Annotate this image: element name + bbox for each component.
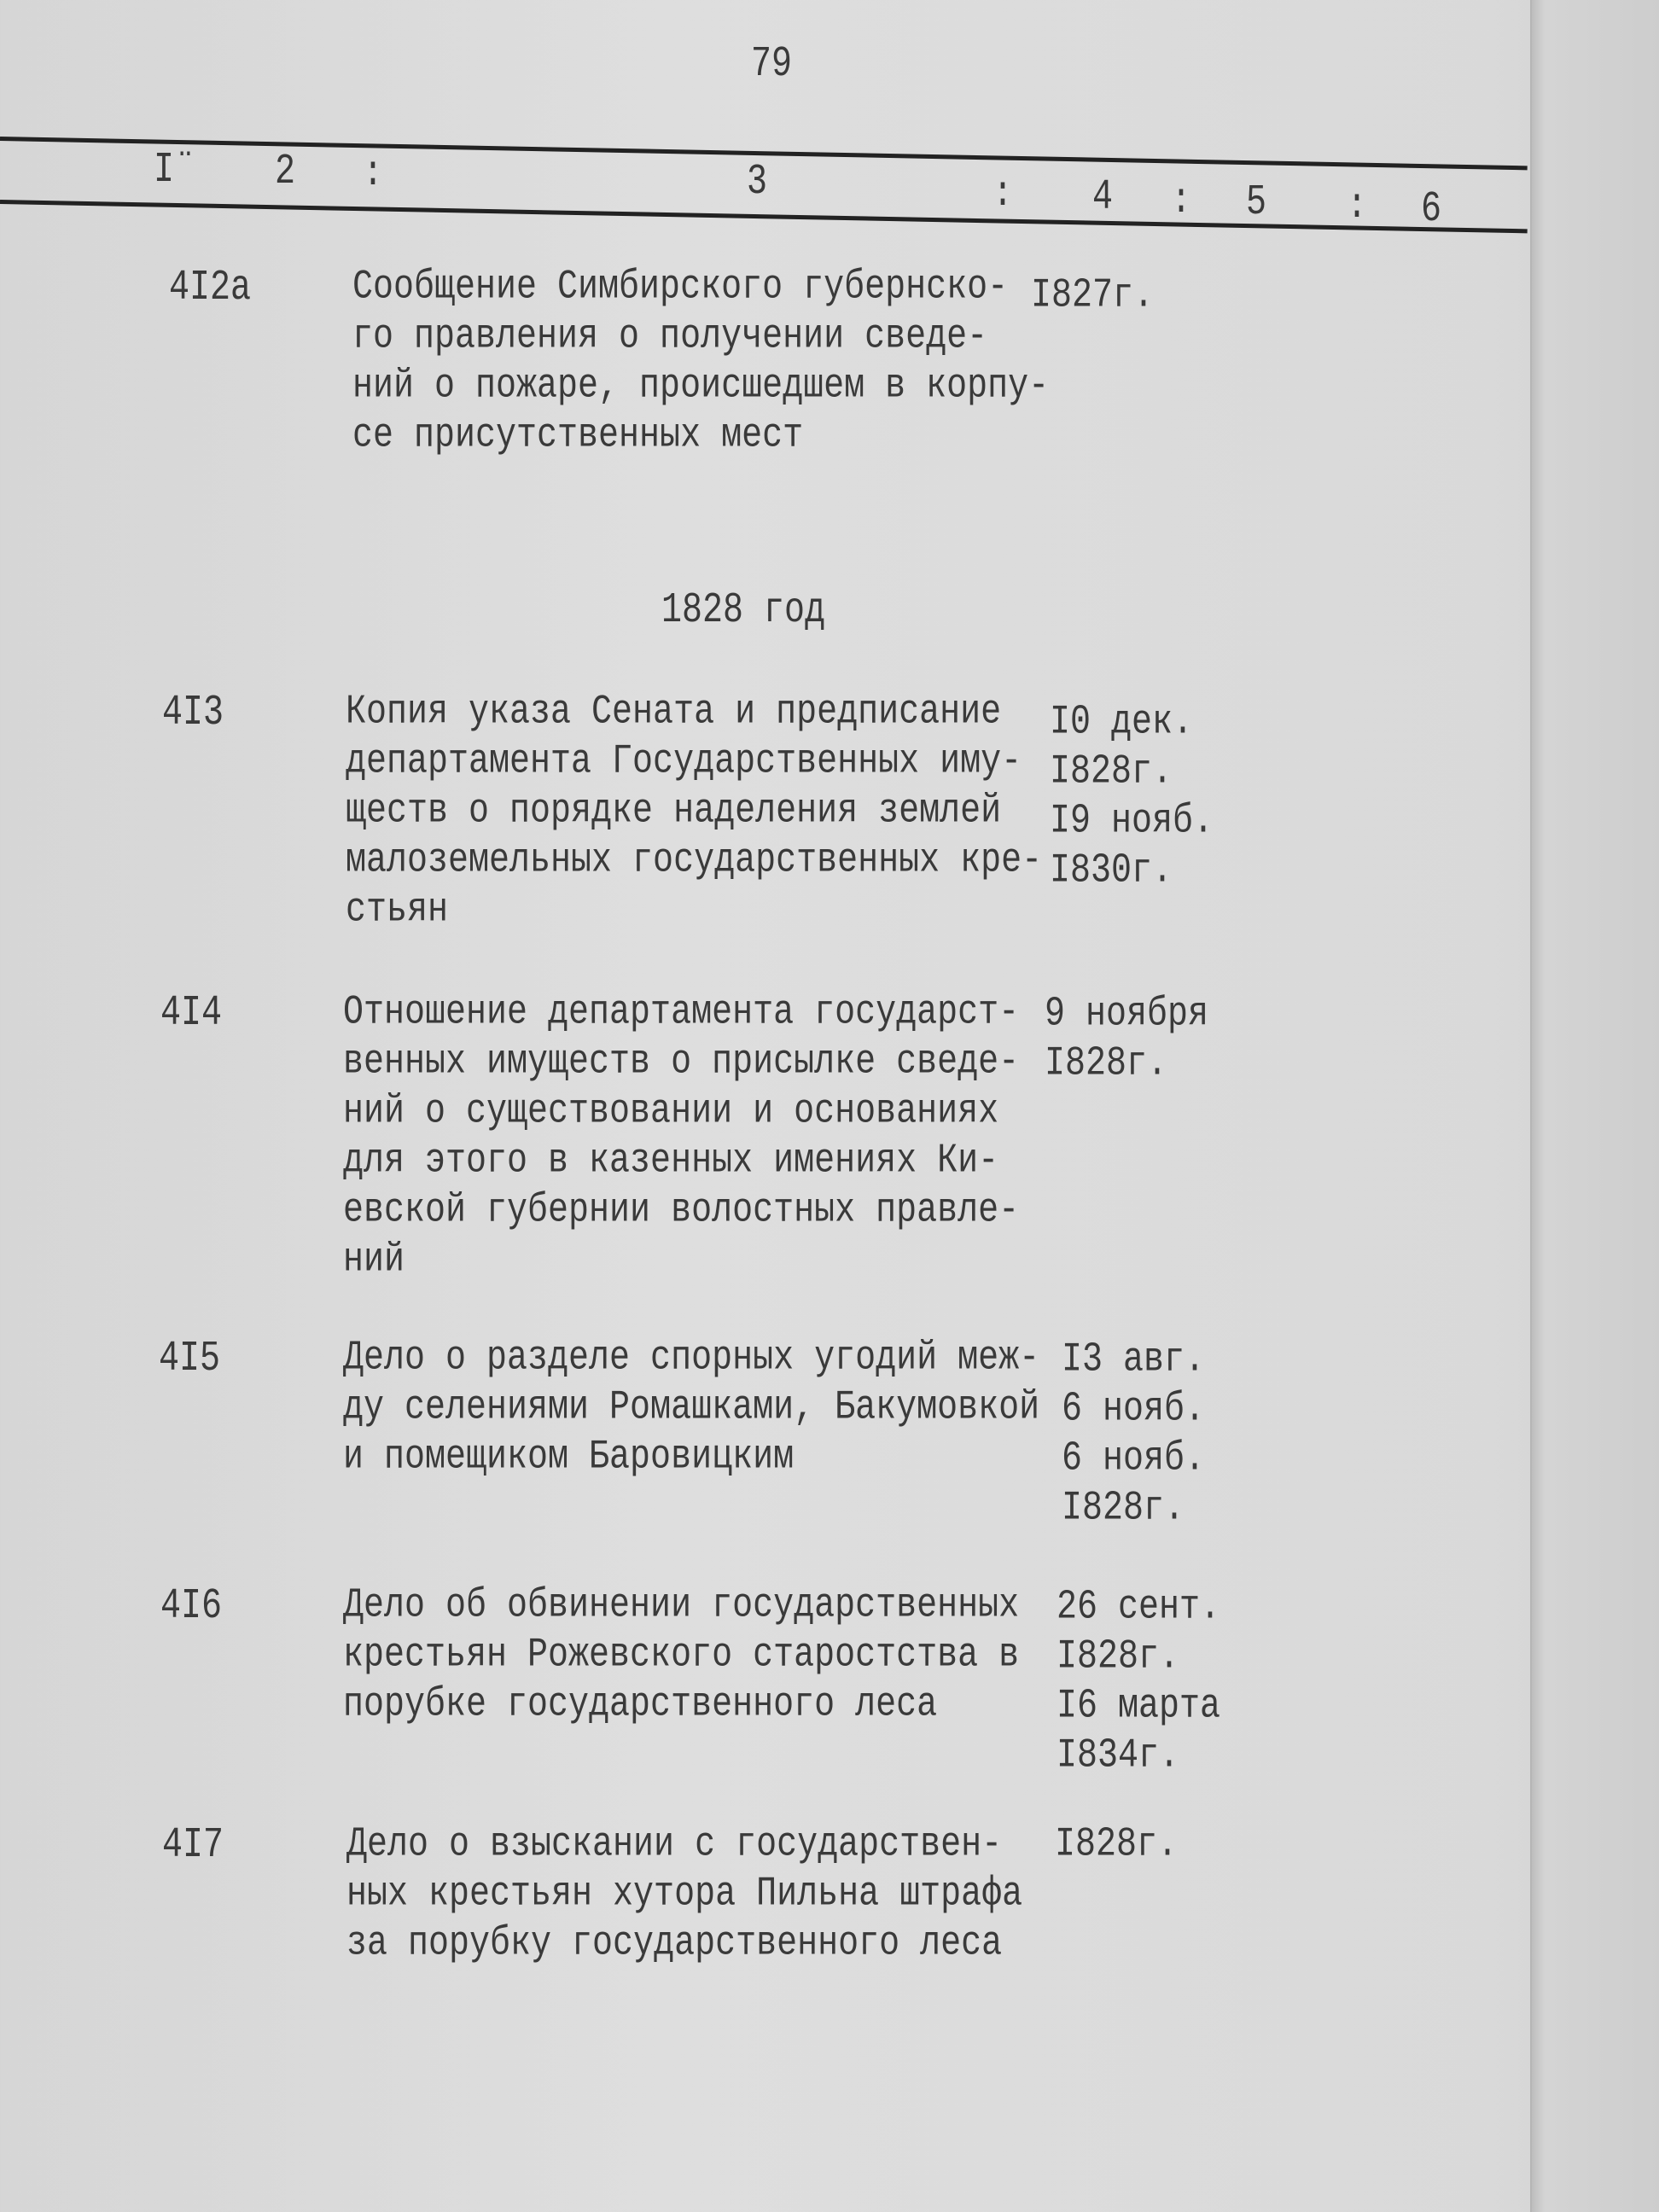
description-line: ний о пожаре, происшедшем в корпу- bbox=[352, 364, 1050, 410]
column-separator-mark: ¨ bbox=[175, 147, 196, 195]
description-line: Дело об обвинении государственных bbox=[343, 1583, 1020, 1629]
column-header-5: 5 bbox=[1246, 179, 1267, 228]
description-line: ний о существовании и основаниях bbox=[343, 1089, 999, 1135]
record-number: 4I4 bbox=[160, 990, 223, 1039]
description-line: го правления о получении сведе- bbox=[352, 314, 988, 360]
record-number: 4I7 bbox=[162, 1822, 224, 1871]
description-line: Отношение департамента государст- bbox=[343, 990, 1020, 1036]
date-line: I834г. bbox=[1057, 1733, 1180, 1779]
date-line: I827г. bbox=[1031, 273, 1155, 319]
year-heading: 1828 год bbox=[661, 587, 826, 636]
date-line: I828г. bbox=[1057, 1634, 1180, 1680]
date-line: I830г. bbox=[1050, 848, 1173, 894]
record-description bbox=[346, 1822, 1022, 1970]
record-dates bbox=[1031, 273, 1154, 323]
paper-edge bbox=[1530, 0, 1659, 2212]
description-line: крестьян Рожевского старостства в bbox=[343, 1633, 1020, 1679]
date-line: I828г. bbox=[1055, 1822, 1179, 1868]
record-dates bbox=[1055, 1822, 1178, 1871]
record-description bbox=[346, 690, 1042, 937]
record-dates bbox=[1050, 700, 1214, 898]
description-line: для этого в казенных имениях Ки- bbox=[343, 1138, 999, 1185]
description-line: порубке государственного леса bbox=[343, 1682, 938, 1728]
record-number: 4I5 bbox=[159, 1336, 221, 1384]
description-line: и помещиком Баровицким bbox=[343, 1435, 795, 1481]
description-line: Сообщение Симбирского губернско- bbox=[352, 265, 1009, 311]
record-dates bbox=[1045, 992, 1208, 1091]
date-line: I828г. bbox=[1050, 749, 1173, 795]
record-number: 4I2a bbox=[169, 265, 252, 313]
column-separator: : bbox=[1171, 178, 1192, 226]
date-line: 9 ноября bbox=[1045, 992, 1209, 1038]
date-line: I0 дек. bbox=[1050, 700, 1194, 746]
description-line: за порубку государственного леса bbox=[346, 1921, 1003, 1967]
description-line: ду селениями Ромашками, Бакумовкой bbox=[343, 1385, 1040, 1431]
record-description bbox=[343, 990, 1019, 1287]
column-header-4: 4 bbox=[1092, 174, 1114, 223]
description-line: венных имуществ о присылке сведе- bbox=[343, 1039, 1020, 1086]
date-line: I9 нояб. bbox=[1050, 799, 1214, 845]
column-header-3: 3 bbox=[747, 159, 768, 207]
record-description bbox=[352, 265, 1049, 463]
description-line: стьян bbox=[346, 888, 449, 934]
description-line: ний bbox=[343, 1237, 405, 1284]
column-separator: : bbox=[363, 150, 384, 199]
record-description bbox=[343, 1336, 1039, 1484]
date-line: I828г. bbox=[1045, 1041, 1168, 1087]
date-line: 26 сент. bbox=[1057, 1585, 1221, 1631]
description-line: Дело о взыскании с государствен- bbox=[346, 1822, 1003, 1868]
description-line: евской губернии волостных правле- bbox=[343, 1188, 1020, 1234]
date-line: I828г. bbox=[1062, 1486, 1185, 1532]
description-line: Копия указа Сената и предписание bbox=[346, 690, 1002, 736]
page-number: 79 bbox=[751, 41, 793, 90]
date-line: I6 марта bbox=[1057, 1684, 1221, 1730]
column-header-1: I bbox=[154, 147, 175, 195]
column-header-6: 6 bbox=[1421, 186, 1442, 235]
record-dates bbox=[1057, 1585, 1220, 1783]
description-line: се присутственных мест bbox=[352, 413, 804, 459]
record-dates bbox=[1062, 1337, 1205, 1535]
description-line: ществ о порядке наделения землей bbox=[346, 789, 1002, 835]
record-description bbox=[343, 1583, 1019, 1732]
date-line: I3 авг. bbox=[1062, 1337, 1206, 1383]
column-header-2: 2 bbox=[275, 148, 296, 197]
description-line: Дело о разделе спорных угодий меж- bbox=[343, 1336, 1040, 1382]
description-line: департамента Государственных иму- bbox=[346, 739, 1022, 785]
record-number: 4I6 bbox=[160, 1583, 223, 1632]
column-separator: : bbox=[1347, 183, 1368, 231]
description-line: малоземельных государственных кре- bbox=[346, 838, 1043, 884]
date-line: 6 нояб. bbox=[1062, 1387, 1206, 1433]
column-separator: : bbox=[992, 171, 1014, 219]
date-line: 6 нояб. bbox=[1062, 1436, 1206, 1482]
description-line: ных крестьян хутора Пильна штрафа bbox=[346, 1871, 1023, 1918]
record-number: 4I3 bbox=[162, 690, 224, 738]
